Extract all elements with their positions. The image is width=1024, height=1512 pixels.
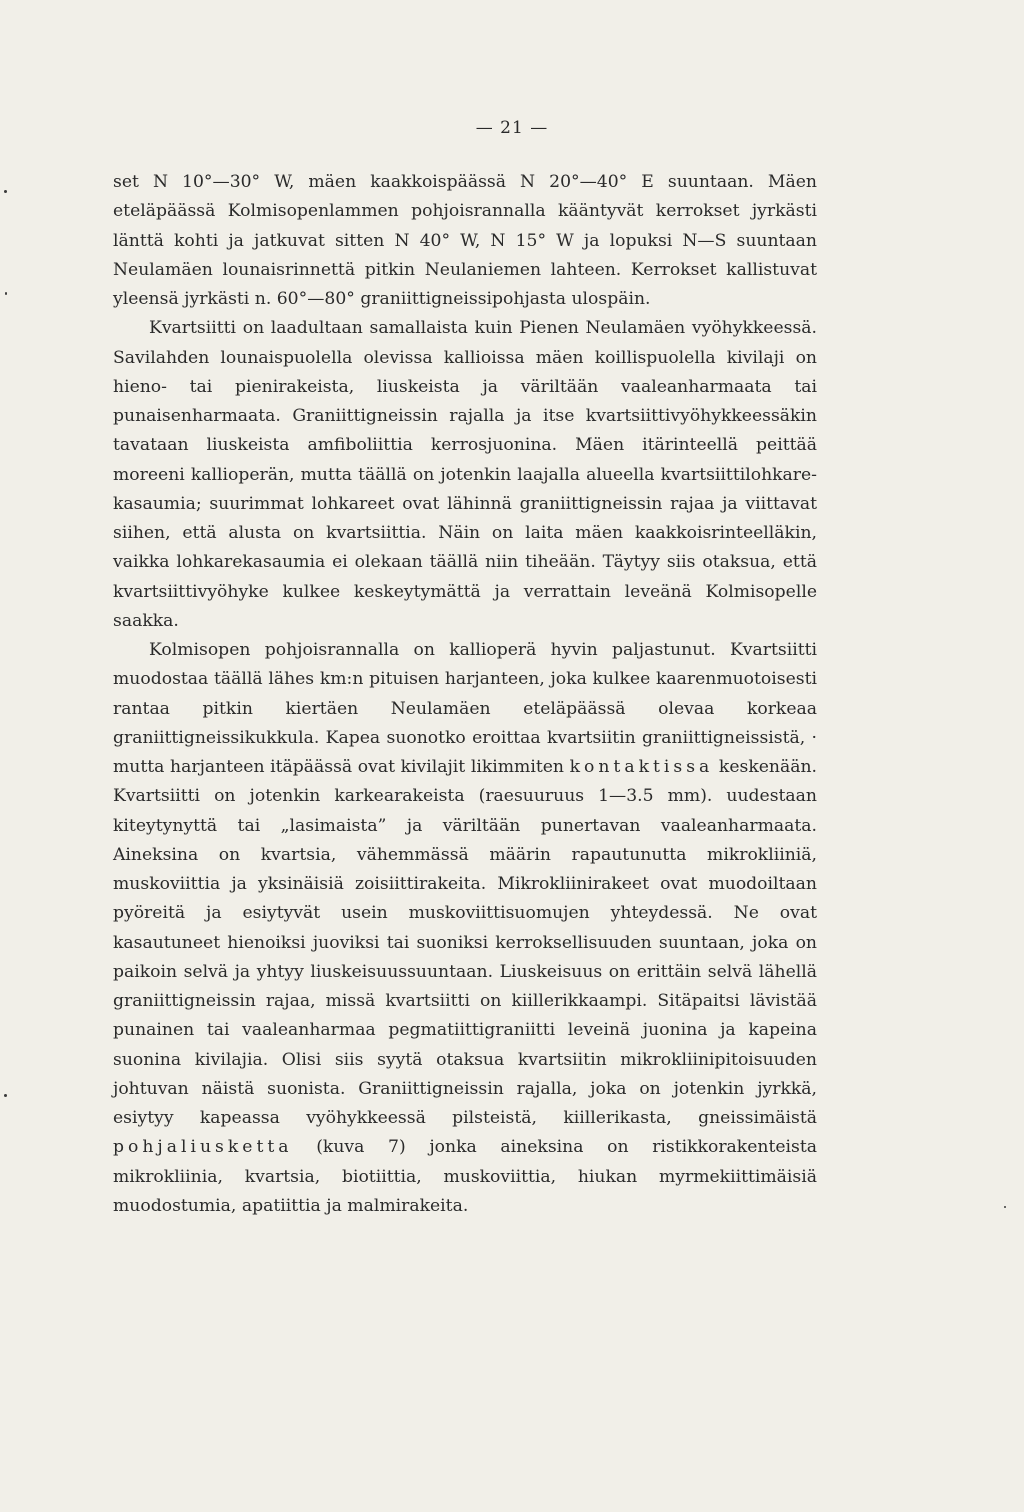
paragraph-3-text-after: (kuva 7) jonka aineksina on ristikkorakenteista mikrokliinia, kvartsia, biotiittia, muskoviittia, hiukan myrmekiittimäisiä muodostumia, apatiittia ja malmirakeita.: [113, 1137, 817, 1216]
emphasis-pohjaliusketta: pohjaliusketta: [113, 1137, 293, 1158]
paragraph-2: Kvartsiitti on laadultaan samallaista kuin Pienen Neulamäen vyöhykkeessä. Savilahden lounaispuolella olevissa kallioissa mäen koillispuolella kivilaji on hieno- tai pienirakeista, liuskeista ja väriltään vaaleanharmaata tai punaisenharmaata. Graniittigneissin rajalla ja itse kvartsiittivyöhykkeessäkin tavataan liuskeista amfiboliittia kerrosjuonina. Mäen itärinteellä peittää moreeni kallioperän, mutta täällä on jotenkin laajalla alueella kvartsiittilohkare-kasaumia; suurimmat lohkareet ovat lähinnä graniittigneissin rajaa ja viittavat siihen, että alusta on kvartsiittia. Näin on laita mäen kaakkoisrinteelläkin, vaikka lohkarekasaumia ei olekaan täällä niin tiheään. Täytyy siis otaksua, että kvartsiittivyöhyke kulkee keskeytymättä ja verrattain leveänä Kolmisopelle saakka.: [113, 318, 817, 631]
scan-mark: [5, 292, 7, 295]
emphasis-kontaktissa: kontaktissa: [569, 757, 714, 777]
paragraph-3-text-middle: keskenään. Kvartsiitti on jotenkin karkearakeista (raesuuruus 1—3.5 mm). uudestaan kiteytynyttä tai „lasimaista” ja väriltään punertavan vaaleanharmaata. Aineksina on kvartsia, vähemmässä määrin rapautunutta mikrokliiniä, muskoviittia ja yksinäisiä zoisiittirakeita. Mikrokliinirakeet ovat muodoiltaan pyöreitä ja esiytyvät usein muskoviittisuomujen yhteydessä. Ne ovat kasautuneet hienoiksi juoviksi tai suoniksi kerroksellisuuden suuntaan, joka on paikoin selvä ja yhtyy liuskeisuussuuntaan. Liuskeisuus on erittäin selvä lähellä graniittigneissin rajaa, missä kvartsiitti on kiillerikkaampi. Sitäpaitsi lävistää punainen tai vaaleanharmaa pegmatiittigraniitti leveinä juonina ja kapeina suonina kivilajia. Olisi siis syytä otaksua kvartsiitin mikrokliinipitoisuuden johtuvan näistä suonista. Graniittigneissin rajalla, joka on jotenkin jyrkkä, esiytyy kapeassa vyöhykkeessä pilsteistä, kiillerikasta, gneissimäistä: [113, 757, 817, 1128]
paragraph-3-text-before: Kolmisopen pohjoisrannalla on kallioperä hyvin paljastunut. Kvartsiitti muodostaa täällä lähes km:n pituisen harjanteen, joka kulkee kaarenmuotoisesti rantaa pitkin kiertäen Neulamäen eteläpäässä olevaa korkeaa graniittigneissikukkula. Kapea suonotko eroittaa kvartsiitin graniittigneissistä, · mutta harjanteen itäpäässä ovat kivilajit likimmiten: [113, 640, 817, 777]
scan-mark: [4, 190, 7, 193]
body-text: [113, 168, 817, 1221]
paragraph-1: set N 10°—30° W, mäen kaakkoispäässä N 20°—40° E suuntaan. Mäen eteläpäässä Kolmisopenlammen pohjoisrannalla kääntyvät kerrokset jyrkästi länttä kohti ja jatkuvat sitten N 40° W, N 15° W ja lopuksi N—S suuntaan Neulamäen lounaisrinnettä pitkin Neulaniemen lahteen. Kerrokset kallistuvat yleensä jyrkästi n. 60°—80° graniittigneissipohjasta ulospäin.: [113, 172, 817, 309]
paragraph-3: [113, 636, 817, 1221]
scan-mark: [1004, 1206, 1006, 1208]
scan-mark: [4, 1094, 7, 1097]
page-number: — 21 —: [475, 118, 549, 138]
